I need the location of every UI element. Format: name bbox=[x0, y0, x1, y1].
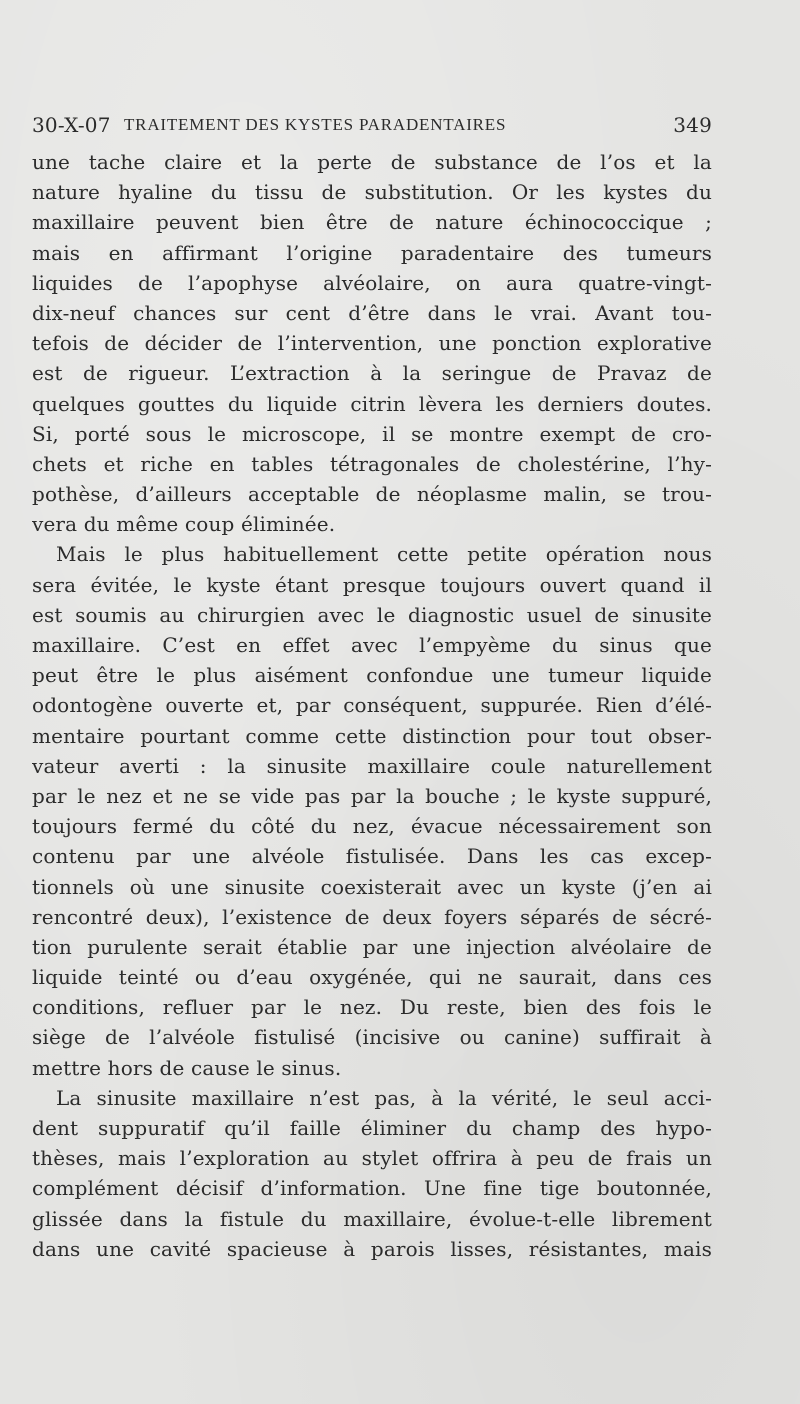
text-line: Si, porté sous le microscope, il se montre exempt de cro- bbox=[32, 421, 712, 446]
text-line: peut être le plus aisément confondue une tumeur liquide bbox=[32, 663, 712, 688]
text-line: rencontré deux), l’existence de deux foyers séparés de sécré- bbox=[32, 904, 712, 929]
text-line: contenu par une alvéole fistulisée. Dans les cas excep- bbox=[32, 844, 712, 869]
text-line: glissée dans la fistule du maxillaire, évolue-t-elle librement bbox=[32, 1206, 712, 1231]
running-head-title: TRAITEMENT DES KYSTES PARADENTAIRES bbox=[124, 115, 507, 134]
text-line: tion purulente serait établie par une injection alvéolaire de bbox=[32, 934, 712, 959]
text-line: pothèse, d’ailleurs acceptable de néoplasme malin, se trou- bbox=[32, 482, 712, 507]
text-line: chets et riche en tables tétragonales de cholestérine, l’hy- bbox=[32, 451, 712, 476]
paragraph-first-line: La sinusite maxillaire n’est pas, à la vérité, le seul acci- bbox=[56, 1085, 712, 1110]
running-head bbox=[32, 108, 712, 142]
text-line: sera évitée, le kyste étant presque toujours ouvert quand il bbox=[32, 572, 712, 597]
text-line: thèses, mais l’exploration au stylet offrira à peu de frais un bbox=[32, 1146, 712, 1171]
text-line: dans une cavité spacieuse à parois lisses, résistantes, mais bbox=[32, 1236, 712, 1261]
paragraph-first-line: Mais le plus habituellement cette petite opération nous bbox=[56, 542, 712, 567]
text-line: liquides de l’apophyse alvéolaire, on aura quatre-vingt- bbox=[32, 270, 712, 295]
text-line: odontogène ouverte et, par conséquent, suppurée. Rien d’élé- bbox=[32, 693, 712, 718]
text-line: est soumis au chirurgien avec le diagnostic usuel de sinusite bbox=[32, 602, 712, 627]
text-line: mais en affirmant l’origine paradentaire des tumeurs bbox=[32, 240, 712, 265]
text-line: vateur averti : la sinusite maxillaire coule naturellement bbox=[32, 753, 712, 778]
text-line: siège de l’alvéole fistulisé (incisive ou canine) suffirait à bbox=[32, 1025, 712, 1050]
text-line: maxillaire peuvent bien être de nature échinococcique ; bbox=[32, 210, 712, 235]
text-line: tionnels où une sinusite coexisterait avec un kyste (j’en ai bbox=[32, 874, 712, 899]
page-number: 349 bbox=[673, 113, 712, 137]
text-line: toujours fermé du côté du nez, évacue nécessairement son bbox=[32, 814, 712, 839]
paragraph-end-line: vera du même coup éliminée. bbox=[32, 512, 336, 537]
text-line: dix-neuf chances sur cent d’être dans le vrai. Avant tou- bbox=[32, 300, 712, 325]
text-line: tefois de décider de l’intervention, une ponction explorative bbox=[32, 331, 712, 356]
text-line: dent suppuratif qu’il faille éliminer du champ des hypo- bbox=[32, 1116, 712, 1140]
text-line: est de rigueur. L’extraction à la seringue de Pravaz de bbox=[32, 361, 712, 386]
text-line: quelques gouttes du liquide citrin lèvera les derniers doutes. bbox=[32, 391, 712, 416]
text-line: une tache claire et la perte de substance de l’os et la bbox=[32, 150, 712, 174]
book-page bbox=[32, 108, 712, 1264]
text-line: complément décisif d’information. Une fine tige boutonnée, bbox=[32, 1176, 712, 1201]
text-line: maxillaire. C’est en effet avec l’empyème du sinus que bbox=[32, 633, 712, 657]
text-line: mentaire pourtant comme cette distinction pour tout obser- bbox=[32, 723, 712, 748]
text-line: nature hyaline du tissu de substitution. Or les kystes du bbox=[32, 180, 712, 205]
running-head-date: 30-X-07 bbox=[32, 113, 111, 137]
body-text bbox=[32, 147, 712, 1264]
text-line: liquide teinté ou d’eau oxygénée, qui ne saurait, dans ces bbox=[32, 965, 712, 990]
text-line: conditions, refluer par le nez. Du reste, bien des fois le bbox=[32, 995, 712, 1020]
paragraph-end-line: mettre hors de cause le sinus. bbox=[32, 1055, 342, 1080]
text-line: par le nez et ne se vide pas par la bouche ; le kyste suppuré, bbox=[32, 783, 712, 808]
